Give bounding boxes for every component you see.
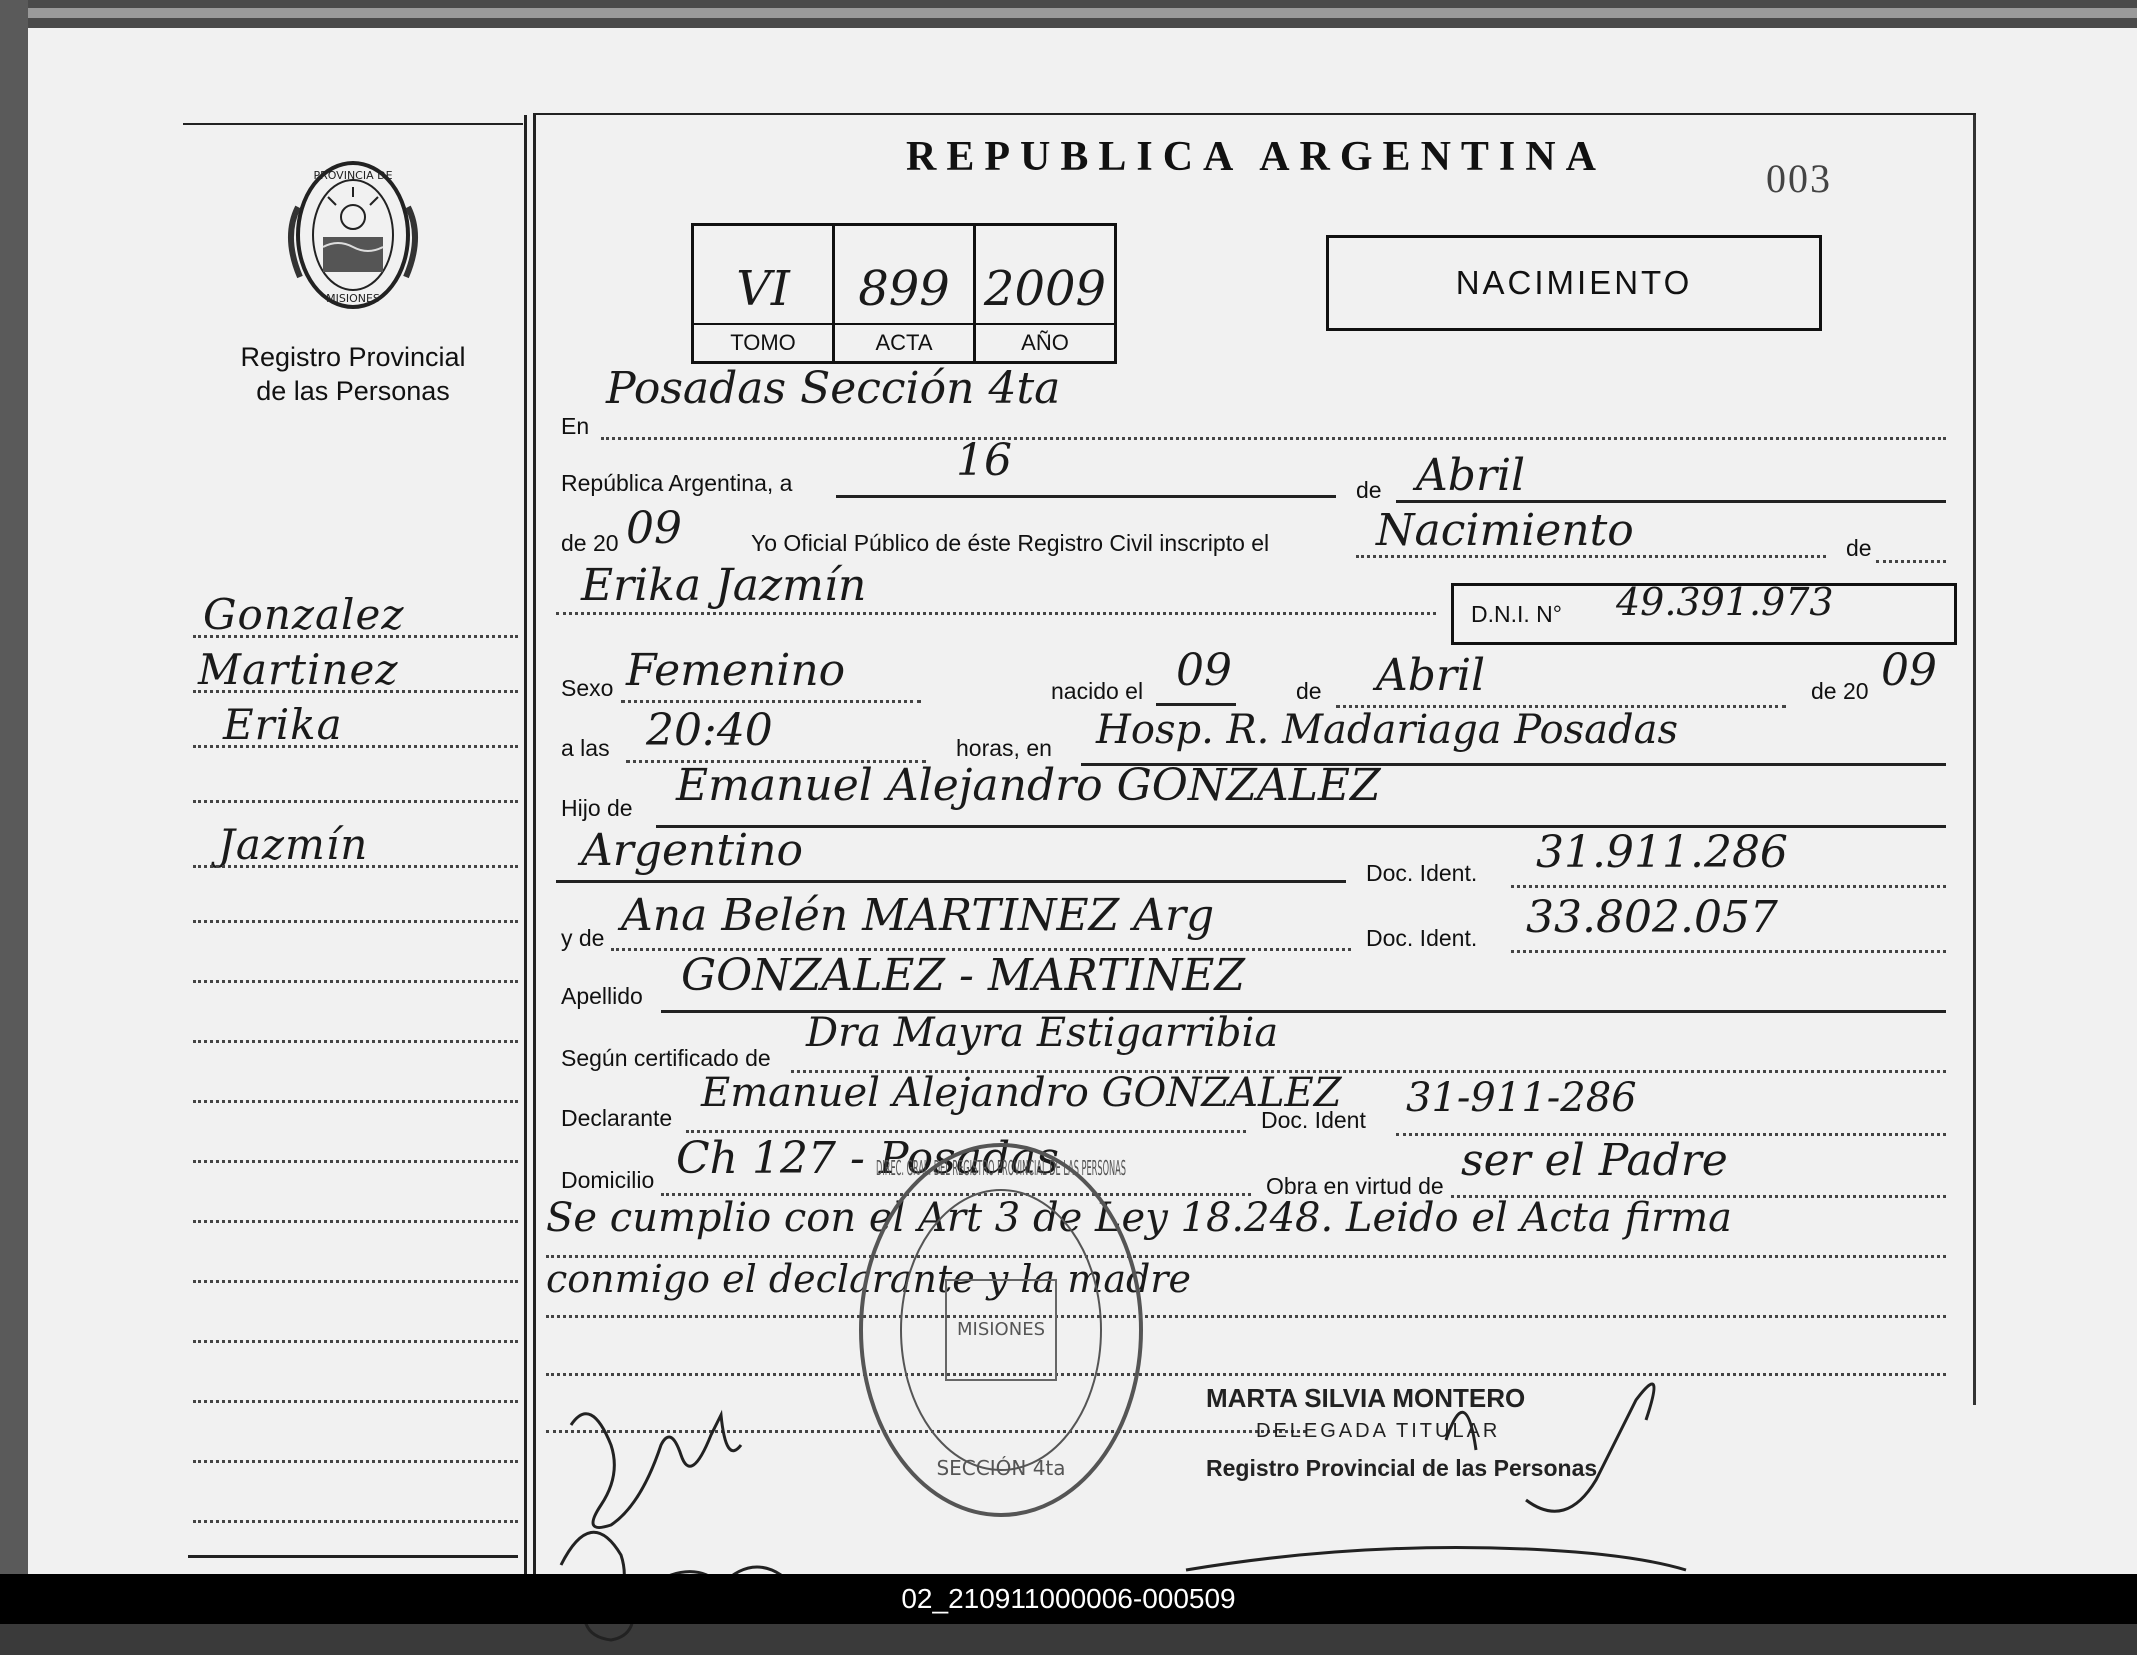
de-label3: de [1296, 678, 1322, 704]
republica-label: República Argentina, a [561, 470, 793, 496]
inscripto-value: Nacimiento [1376, 505, 1634, 556]
declarante-doc: 31-911-286 [1406, 1075, 1637, 1121]
page-number: 003 [1766, 156, 1832, 201]
fill-line [556, 612, 1436, 615]
padre-value: Emanuel Alejandro GONZALEZ [676, 760, 1381, 811]
notes-line2: conmigo el declarante y la madre [546, 1257, 1191, 1301]
seal-text-bottom: MISIONES [326, 292, 380, 305]
page-top-edge [28, 0, 2137, 28]
fill-line [1511, 885, 1946, 888]
declarante-label: Declarante [561, 1105, 673, 1131]
dni-value: 49.391.973 [1616, 580, 1834, 624]
oficial-label: Yo Oficial Público de éste Registro Civil inscripto el [751, 530, 1270, 556]
apellido-label: Apellido [561, 983, 643, 1009]
alas-label: a las [561, 735, 610, 761]
padre-doc: 31.911.286 [1536, 827, 1788, 878]
margin-name1: Erika [223, 700, 343, 749]
margin-surname1: Gonzalez [203, 590, 405, 639]
document-title: REPUBLICA ARGENTINA [906, 134, 1606, 180]
de-label: de [1356, 477, 1382, 503]
fill-line [1356, 555, 1826, 558]
birth-record-form [533, 113, 1976, 1595]
year-label2: de 20 [1811, 678, 1869, 704]
domicilio-label: Domicilio [561, 1167, 655, 1193]
anio-label: AÑO [976, 323, 1114, 361]
lugar-value: Hosp. R. Madariaga Posadas [1096, 707, 1678, 753]
fill-line [621, 700, 921, 703]
nacido-year: 09 [1881, 645, 1937, 696]
tomo-value: VI [736, 261, 790, 317]
margin-line [193, 1040, 518, 1043]
margin-line [193, 1400, 518, 1403]
apellido-value: GONZALEZ - MARTINEZ [681, 950, 1245, 1001]
tomo-label: TOMO [694, 323, 832, 361]
declarante-value: Emanuel Alejandro GONZALEZ [701, 1070, 1342, 1116]
margin-line [193, 1160, 518, 1163]
margin-line [193, 1340, 518, 1343]
margin-line [193, 690, 518, 693]
margin-name2: Jazmín [218, 820, 369, 869]
anio-value: 2009 [983, 261, 1107, 317]
horas-label: horas, en [956, 735, 1052, 761]
official-role: DELEGADA TITULAR [1256, 1420, 1501, 1442]
yde-label: y de [561, 925, 605, 951]
margin-line [193, 635, 518, 638]
margin-bottom-rule [188, 1555, 518, 1558]
org-name-line2: de las Personas [256, 376, 450, 406]
form-right-border [1973, 115, 1976, 1405]
record-type-box: NACIMIENTO [1326, 235, 1822, 331]
org-name-line1: Registro Provincial [240, 342, 466, 372]
fill-line [1156, 703, 1236, 706]
sexo-label: Sexo [561, 675, 614, 701]
domicilio-value: Ch 127 - Posadas [676, 1133, 1059, 1184]
seal-text-top: PROVINCIA DE [313, 169, 393, 182]
margin-line [193, 1100, 518, 1103]
margin-line [193, 1520, 518, 1523]
fill-line [556, 880, 1346, 883]
margin-line [193, 1280, 518, 1283]
registry-boxes [691, 223, 1117, 364]
stamp-outer-text: DIREC. GRAL. DEL REGISTRO PROVINCIAL DE LAS PERSONAS [876, 1156, 1126, 1180]
tomo-box [694, 226, 835, 361]
file-id-footer: 02_210911000006-000509 [0, 1574, 2137, 1624]
margin-line [193, 1460, 518, 1463]
hijo-label: Hijo de [561, 795, 633, 821]
en-value: Posadas Sección 4ta [606, 363, 1061, 414]
margin-line [193, 745, 518, 748]
acta-label: ACTA [835, 323, 973, 361]
segun-value: Dra Mayra Estigarribia [806, 1010, 1279, 1056]
fill-line [601, 437, 1946, 440]
doc-label3: Doc. Ident [1261, 1107, 1366, 1133]
doc-label1: Doc. Ident. [1366, 860, 1478, 886]
dni-label: D.N.I. N° [1471, 601, 1562, 627]
nacido-day: 09 [1176, 645, 1232, 696]
margin-line [193, 1220, 518, 1223]
column-divider [524, 115, 527, 1595]
margin-line [193, 920, 518, 923]
doc-label2: Doc. Ident. [1366, 925, 1478, 951]
en-label: En [561, 413, 590, 439]
fill-line [1396, 500, 1946, 503]
margin-surname2: Martinez [198, 645, 399, 694]
official-name: MARTA SILVIA MONTERO [1206, 1383, 1526, 1413]
year-prefix-label: de 20 [561, 530, 619, 556]
hora-value: 20:40 [646, 705, 773, 756]
fill-line [1511, 950, 1946, 953]
day-value: 16 [956, 435, 1012, 486]
org-name [183, 340, 523, 408]
margin-line [193, 800, 518, 803]
de-label2: de [1846, 535, 1872, 561]
madre-value: Ana Belén MARTINEZ Arg [621, 890, 1215, 941]
nacido-label: nacido el [1051, 678, 1144, 704]
acta-box [835, 226, 976, 361]
sexo-value: Femenino [626, 645, 846, 696]
fill-line [836, 495, 1336, 498]
child-name-value: Erika Jazmín [581, 560, 867, 611]
anio-box [976, 226, 1114, 361]
margin-column [183, 123, 523, 1570]
provincial-seal-icon [278, 147, 428, 327]
acta-value: 899 [858, 261, 950, 317]
nacido-month: Abril [1376, 650, 1486, 701]
obra-label: Obra en virtud de [1266, 1173, 1444, 1199]
year-value: 09 [626, 503, 682, 554]
margin-line [193, 980, 518, 983]
fill-line [1876, 560, 1946, 563]
stamp-inner-text: MISIONES [956, 1319, 1046, 1340]
page-left-edge [0, 0, 28, 1574]
month-value: Abril [1416, 450, 1526, 501]
margin-line [193, 865, 518, 868]
madre-doc: 33.802.057 [1526, 892, 1778, 943]
notes-line1: Se cumplio con el Art 3 de Ley 18.248. Leido el Acta firma [546, 1195, 1733, 1241]
document-sheet [28, 28, 2137, 1574]
fill-line [546, 1315, 1946, 1318]
segun-label: Según certificado de [561, 1045, 771, 1071]
official-office: Registro Provincial de las Personas [1206, 1455, 1598, 1481]
stamp-bottom-text: SECCIÓN 4ta [936, 1456, 1066, 1480]
official-stamp-icon [851, 1135, 1151, 1525]
obra-value: ser el Padre [1461, 1135, 1728, 1186]
padre-nac-value: Argentino [581, 825, 803, 876]
